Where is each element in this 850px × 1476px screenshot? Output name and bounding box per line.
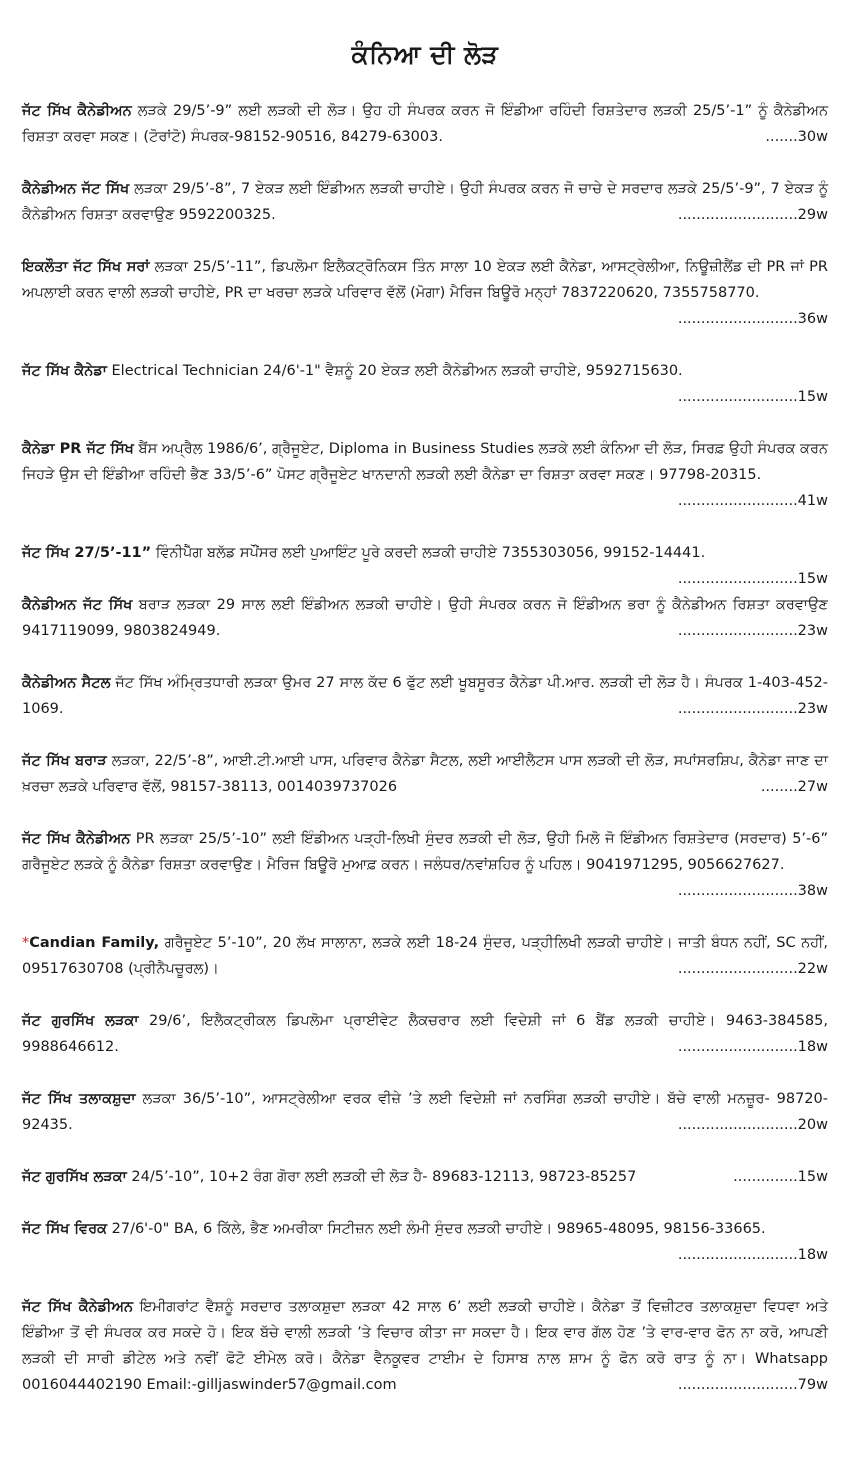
ad-body: ਲੜਕਾ 25/5’-11”, ਡਿਪਲੋਮਾ ਇਲੈਕਟ੍ਰੋਨਿਕਸ ਤਿੰਨ ਸਾਲਾ 10 ਏਕੜ ਲਈ ਕੈਨੇਡਾ, ਆਸਟ੍ਰੇਲੀਆ, ਨਿਊਜ਼ੀਲੈਂਡ ਦੀ PR ਜਾਂ PR ਅਪਲਾਈ ਕਰਨ ਵਾਲੀ ਲੜਕੀ ਚਾਹੀਏ, PR ਦਾ ਖਰਚਾ ਲੜਕੇ ਪਰਿਵਾਰ ਵੱਲੋਂ (ਮੋਗਾ) ਮੈਰਿਜ ਬਿਊਰੋ ਮਨ੍ਹਾਂ 7837220620, 7355758770. <box>22 259 828 301</box>
ad-body: ਲੜਕਾ 29/5’-8”, 7 ਏਕੜ ਲਈ ਇੰਡੀਅਨ ਲੜਕੀ ਚਾਹੀਏ। ਉਹੀ ਸੰਪਰਕ ਕਰਨ ਜੋ ਚਾਚੇ ਦੇ ਸਰਦਾਰ ਲੜਕੇ 25/5’-9”, 7 ਏਕੜ ਨੂੰ ਕੈਨੇਡੀਅਨ ਰਿਸ਼ਤਾ ਕਰਵਾਉਣ 9592200325. <box>22 181 828 223</box>
ad-body: ਲੜਕਾ, 22/5’-8”, ਆਈ.ਟੀ.ਆਈ ਪਾਸ, ਪਰਿਵਾਰ ਕੈਨੇਡਾ ਸੈਟਲ, ਲਈ ਆਈਲੈਟਸ ਪਾਸ ਲੜਕੀ ਦੀ ਲੋੜ, ਸਪਾਂਸਰਸ਼ਿਪ, ਕੈਨੇਡਾ ਜਾਣ ਦਾ ਖ਼ਰਚਾ ਲੜਕੇ ਪਰਿਵਾਰ ਵੱਲੋਂ, 98157-38113, 0014039737026 <box>22 753 829 795</box>
ad-word-count: ..........................79w <box>677 1377 828 1393</box>
ad-heading: ਕੈਨੇਡੀਅਨ ਜੱਟ ਸਿੱਖ <box>22 597 133 613</box>
ad-body: ਲੜਕਾ 36/5’-10”, ਆਸਟ੍ਰੇਲੀਆ ਵਰਕ ਵੀਜ਼ੇ ’ਤੇ ਲਈ ਵਿਦੇਸ਼ੀ ਜਾਂ ਨਰਸਿੰਗ ਲੜਕੀ ਚਾਹੀਏ। ਬੱਚੇ ਵਾਲੀ ਮਨਜ਼ੂਰ- 98720-92435. <box>22 1091 828 1133</box>
classified-ad <box>22 670 828 722</box>
ad-word-count: .......30w <box>765 129 828 145</box>
ad-body: ਵਿੰਨੀਪੈੱਗ ਬਲੱਡ ਸਪੌਂਸਰ ਲਈ ਪੁਆਇੰਟ ਪੂਰੇ ਕਰਦੀ ਲੜਕੀ ਚਾਹੀਏ 7355303056, 99152-14441. <box>151 545 706 561</box>
ad-heading: ਜੱਟ ਸਿੱਖ ਕੈਨੇਡੀਅਨ <box>22 103 132 119</box>
classified-ad <box>22 254 828 332</box>
ad-heading: ਜੱਟ ਗੁਰਸਿੱਖ ਲੜਕਾ <box>22 1169 127 1185</box>
classified-ad <box>22 748 828 800</box>
ad-word-count: ..........................18w <box>677 1039 828 1055</box>
ad-word-count: ..........................29w <box>677 207 828 223</box>
ad-heading: Candian Family, <box>29 935 160 951</box>
ad-body: ਬਰਾੜ ਲੜਕਾ 29 ਸਾਲ ਲਈ ਇੰਡੀਅਨ ਲੜਕੀ ਚਾਹੀਏ। ਉਹੀ ਸੰਪਰਕ ਕਰਨ ਜੋ ਇੰਡੀਅਨ ਭਰਾ ਨੂੰ ਕੈਨੇਡੀਅਨ ਰਿਸ਼ਤਾ ਕਰਵਾਉਣ 9417119099, 9803824949. <box>22 597 828 639</box>
classified-ad <box>22 98 828 150</box>
classified-ad <box>22 1008 828 1060</box>
ad-heading: ਕੈਨੇਡੀਅਨ ਜੱਟ ਸਿੱਖ <box>22 181 130 197</box>
ad-body: PR ਲੜਕਾ 25/5’-10” ਲਈ ਇੰਡੀਅਨ ਪੜ੍ਹੀ-ਲਿਖੀ ਸੁੰਦਰ ਲੜਕੀ ਦੀ ਲੋੜ, ਉਹੀ ਮਿਲੋ ਜੋ ਇੰਡੀਅਨ ਰਿਸ਼ਤੇਦਾਰ (ਸਰਦਾਰ) 5’-6” ਗਰੈਜੂਏਟ ਲੜਕੇ ਨੂੰ ਕੈਨੇਡਾ ਰਿਸ਼ਤਾ ਕਰਵਾਉਣ। ਮੈਰਿਜ ਬਿਊਰੋ ਮੁਆਫ਼ ਕਰਨ। ਜਲੰਧਰ/ਨਵਾਂਸ਼ਹਿਰ ਨੂੰ ਪਹਿਲ। 9041971295, 9056627627. <box>22 831 828 873</box>
ad-body: ਜੱਟ ਸਿੱਖ ਅੰਮ੍ਰਿਤਧਾਰੀ ਲੜਕਾ ਉਮਰ 27 ਸਾਲ ਕੱਦ 6 ਫੁੱਟ ਲਈ ਖੂਬਸੂਰਤ ਕੈਨੇਡਾ ਪੀ.ਆਰ. ਲੜਕੀ ਦੀ ਲੋੜ ਹੈ। ਸੰਪਰਕ 1-403-452-1069. <box>22 675 828 717</box>
classified-ad <box>22 1086 828 1138</box>
ad-word-count: ..........................23w <box>677 623 828 639</box>
ad-word-count: ..........................15w <box>677 571 828 587</box>
ad-body: ਲੜਕੇ 29/5’-9” ਲਈ ਲੜਕੀ ਦੀ ਲੋੜ। ਉਹ ਹੀ ਸੰਪਰਕ ਕਰਨ ਜੋ ਇੰਡੀਆ ਰਹਿੰਦੀ ਰਿਸ਼ਤੇਦਾਰ ਲੜਕੀ 25/5’-1” ਨੂੰ ਕੈਨੇਡੀਅਨ ਰਿਸ਼ਤਾ ਕਰਵਾ ਸਕਣ। (ਟੋਰਾਂਟੋ) ਸੰਪਰਕ-98152-90516, 84279-63003. <box>22 103 829 145</box>
ad-word-count: ..........................22w <box>677 961 828 977</box>
ad-word-count: ..........................15w <box>677 389 828 405</box>
page-title: ਕੰਨਿਆ ਦੀ ਲੋੜ <box>351 40 499 69</box>
ads-list <box>22 98 828 1398</box>
ad-word-count: ..............15w <box>733 1169 828 1185</box>
ad-word-count: ........27w <box>760 779 828 795</box>
ad-heading: ਜੱਟ ਸਿੱਖ ਬਰਾੜ <box>22 753 107 769</box>
ad-word-count: ..........................18w <box>677 1247 828 1263</box>
ad-heading: ਜੱਟ ਸਿੱਖ ਤਲਾਕਸ਼ੁਦਾ <box>22 1091 136 1107</box>
ad-body: 27/6'-0" BA, 6 ਕਿੱਲੇ, ਭੈਣ ਅਮਰੀਕਾ ਸਿਟੀਜ਼ਨ ਲਈ ਲੰਮੀ ਸੁੰਦਰ ਲੜਕੀ ਚਾਹੀਏ। 98965-48095, 98156-33665. <box>107 1221 766 1237</box>
asterisk-marker: * <box>22 935 30 951</box>
ad-word-count: ..........................41w <box>677 493 828 509</box>
ad-body: 29/6’, ਇਲੈਕਟ੍ਰੀਕਲ ਡਿਪਲੋਮਾ ਪ੍ਰਾਈਵੇਟ ਲੈਕਚਰਾਰ ਲਈ ਵਿਦੇਸ਼ੀ ਜਾਂ 6 ਬੈਂਡ ਲੜਕੀ ਚਾਹੀਏ। 9463-384585, 9988646612. <box>22 1013 828 1055</box>
ad-heading: ਜੱਟ ਸਿੱਖ ਕੈਨੇਡਾ <box>22 363 107 379</box>
ad-word-count: ..........................38w <box>677 883 828 899</box>
ad-heading: ਜੱਟ ਗੁਰਸਿੱਖ ਲੜਕਾ <box>22 1013 139 1029</box>
ad-heading: ਕੈਨੇਡੀਅਨ ਸੈਟਲ <box>22 675 111 691</box>
classified-ad <box>22 358 828 410</box>
ad-word-count: ..........................23w <box>677 701 828 717</box>
ad-heading: ਜੱਟ ਸਿੱਖ ਕੈਨੇਡੀਅਨ <box>22 831 131 847</box>
ad-body: ਗਰੈਜੂਏਟ 5’-10”, 20 ਲੱਖ ਸਾਲਾਨਾ, ਲੜਕੇ ਲਈ 18-24 ਸੁੰਦਰ, ਪੜ੍ਹੀਲਿਖੀ ਲੜਕੀ ਚਾਹੀਏ। ਜਾਤੀ ਬੰਧਨ ਨਹੀਂ, SC ਨਹੀਂ, 09517630708 (ਪ੍ਰੀਨੈਪਚੂਰਲ)। <box>22 935 829 977</box>
ad-word-count: ..........................36w <box>677 311 828 327</box>
classified-ad <box>22 930 828 982</box>
ad-body: Electrical Technician 24/6'-1" ਵੈਸ਼ਨੂੰ 20 ਏਕੜ ਲਈ ਕੈਨੇਡੀਅਨ ਲੜਕੀ ਚਾਹੀਏ, 9592715630. <box>106 363 683 379</box>
ad-word-count: ..........................20w <box>677 1117 828 1133</box>
classified-ad <box>22 540 828 592</box>
classified-ad <box>22 826 828 904</box>
classified-ad <box>22 592 828 644</box>
ad-heading: ਜੱਟ ਸਿੱਖ ਕੈਨੇਡੀਅਨ <box>22 1299 134 1315</box>
ad-heading: ਜੱਟ ਸਿੱਖ 27/5’-11” <box>22 545 152 561</box>
ad-heading: ਇਕਲੌਤਾ ਜੱਟ ਸਿੱਖ ਸਰਾਂ <box>22 259 150 275</box>
classified-ad <box>22 1294 828 1398</box>
ad-body: 24/5’-10”, 10+2 ਰੰਗ ਗੋਰਾ ਲਈ ਲੜਕੀ ਦੀ ਲੋੜ ਹੈ- 89683-12113, 98723-85257 <box>126 1169 637 1185</box>
ad-body: ਇਮੀਗਰਾਂਟ ਵੈਸ਼ਨੂੰ ਸਰਦਾਰ ਤਲਾਕਸ਼ੁਦਾ ਲੜਕਾ 42 ਸਾਲ 6’ ਲਈ ਲੜਕੀ ਚਾਹੀਏ। ਕੈਨੇਡਾ ਤੋਂ ਵਿਜ਼ੀਟਰ ਤਲਾਕਸ਼ੁਦਾ ਵਿਧਵਾ ਅਤੇ ਇੰਡੀਆ ਤੋਂ ਵੀ ਸੰਪਰਕ ਕਰ ਸਕਦੇ ਹੋ। ਇਕ ਬੱਚੇ ਵਾਲੀ ਲੜਕੀ ’ਤੇ ਵਿਚਾਰ ਕੀਤਾ ਜਾ ਸਕਦਾ ਹੈ। ਇਕ ਵਾਰ ਗੱਲ ਹੋਣ ’ਤੇ ਵਾਰ-ਵਾਰ ਫੋਨ ਨਾ ਕਰੋ, ਆਪਣੀ ਲੜਕੀ ਦੀ ਸਾਰੀ ਡੀਟੇਲ ਅਤੇ ਨਵੀਂ ਫੋਟੋ ਈਮੇਲ ਕਰੋ। ਕੈਨੇਡਾ ਵੈਨਕੂਵਰ ਟਾਈਮ ਦੇ ਹਿਸਾਬ ਨਾਲ ਸ਼ਾਮ ਨੂੰ ਫੋਨ ਕਰੋ ਰਾਤ ਨੂੰ ਨਾ। Whatsapp 0016044402190 Email:-gilljaswinder57@gmail.com <box>22 1299 829 1393</box>
classified-ad <box>22 176 828 228</box>
classified-ad <box>22 1164 828 1190</box>
ad-heading: ਜੱਟ ਸਿੱਖ ਵਿਰਕ <box>22 1221 108 1237</box>
classified-ad <box>22 436 828 514</box>
ad-heading: ਕੈਨੇਡਾ PR ਜੱਟ ਸਿੱਖ <box>22 441 134 457</box>
classified-ad <box>22 1216 828 1268</box>
ad-body: ਬੈਂਸ ਅਪ੍ਰੈਲ 1986/6’, ਗ੍ਰੈਜੂਏਟ, Diploma in Business Studies ਲੜਕੇ ਲਈ ਕੰਨਿਆ ਦੀ ਲੋੜ, ਸਿਰਫ਼ ਉਹੀ ਸੰਪਰਕ ਕਰਨ ਜਿਹੜੇ ਉਸ ਦੀ ਇੰਡੀਆ ਰਹਿੰਦੀ ਭੈਣ 33/5’-6” ਪੋਸਟ ਗ੍ਰੈਜੂਏਟ ਖਾਨਦਾਨੀ ਲੜਕੀ ਲਈ ਕੈਨੇਡਾ ਦਾ ਰਿਸ਼ਤਾ ਕਰਵਾ ਸਕਣ। 97798-20315. <box>22 441 828 483</box>
